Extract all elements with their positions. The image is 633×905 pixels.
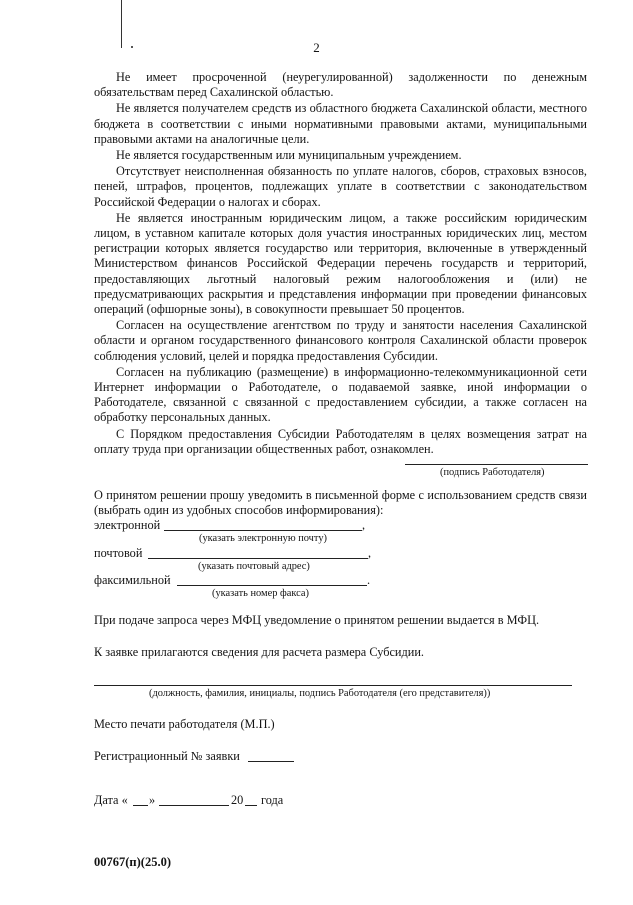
notify-request-text: О принятом решении прошу уведомить в письменной форме с использованием средств связи (выбрать один из удобных способов информирования): [94, 488, 587, 517]
contact-email-field[interactable] [164, 530, 362, 531]
contact-fax-caption: (указать номер факса) [212, 588, 309, 599]
date-month-field[interactable] [159, 805, 229, 806]
contact-postal-caption: (указать почтовый адрес) [198, 561, 310, 572]
contact-postal-label: почтовой [94, 546, 143, 560]
mfc-notice: При подаче запроса через МФЦ уведомление о принятом решении выдается в МФЦ. [94, 613, 540, 627]
date-label: Дата « [94, 793, 128, 807]
contact-fax-label: факсимильной [94, 573, 171, 587]
date-year-suffix: года [261, 793, 284, 807]
paragraph-acknowledged: С Порядком предоставления Субсидии Работодателям в целях возмещения затрат на оплату труда при организации общественных работ, ознакомлен. [94, 426, 587, 456]
contact-email-label: электронной [94, 518, 161, 532]
date-day-field[interactable] [133, 805, 148, 806]
paragraph-no-debt: Не имеет просроченной (неурегулированной) задолженности по денежным обязательствам перед Сахалинской областью. [94, 70, 587, 100]
paragraph-consent-publication: Согласен на публикацию (размещение) в информационно-телекоммуникационной сети Интернет информации о Работодателе, о подаваемой заявке, иной информации о Работодателе, связанной с связанной с предоставлением субсидии, а также согласен на обработку персональных данных. [94, 364, 587, 425]
contact-postal-end: , [368, 546, 372, 560]
representative-signature-line[interactable] [94, 685, 572, 686]
paragraph-not-institution: Не является государственным или муниципальным учреждением. [116, 148, 462, 163]
contact-fax-end: . [367, 573, 371, 587]
attachment-notice: К заявке прилагаются сведения для расчета размера Субсидии. [94, 645, 425, 659]
date-year-field[interactable] [245, 805, 257, 806]
employer-signature-caption: (подпись Работодателя) [440, 467, 545, 478]
contact-postal-field[interactable] [148, 558, 368, 559]
registration-number-field[interactable] [248, 761, 294, 762]
date-year-prefix: 20 [231, 793, 244, 807]
date-quote-close: » [149, 793, 156, 807]
stamp-place: Место печати работодателя (М.П.) [94, 717, 275, 731]
contact-email-end: , [362, 518, 366, 532]
paragraph-consent-checks: Согласен на осуществление агентством по труду и занятости населения Сахалинской области и органом государственного финансового контроля Сахалинской области проверок соблюдения условий, целей и порядка предоставления Субсидии. [94, 318, 587, 363]
paragraph-no-tax-debt: Отсутствует неисполненная обязанность по уплате налогов, сборов, страховых взносов, пеней, штрафов, процентов, подлежащих уплате в соответствии с законодательством Российской Федерации о налогах и сборах. [94, 164, 587, 209]
paragraph-not-foreign: Не является иностранным юридическим лицом, а также российским юридическим лицом, в уставном капитале которых доля участия иностранных юридических лиц, местом регистрации которых является государство или территория, включенные в утвержденный Министерством финансов Российской Федерации перечень государств и территорий, предоставляющих льготный налоговый режим налогообложения и (или) не предусматривающих раскрытия и представления информации при проведении финансовых операций (офшорные зоны), в совокупности превышает 50 процентов. [94, 210, 587, 317]
paragraph-no-budget-funds: Не является получателем средств из областного бюджета Сахалинской области, местного бюджета в соответствии с иными нормативными правовыми актами, муниципальными правовыми актами на аналогичные цели. [94, 101, 587, 146]
declaration-body [94, 70, 587, 458]
registration-label: Регистрационный № заявки [94, 749, 240, 763]
employer-signature-line[interactable] [405, 464, 588, 465]
contact-email-caption: (указать электронную почту) [199, 533, 327, 544]
page-number: 2 [313, 40, 320, 55]
form-code: 00767(п)(25.0) [94, 855, 171, 869]
contact-fax-field[interactable] [177, 585, 367, 586]
representative-signature-caption: (должность, фамилия, инициалы, подпись Работодателя (его представителя)) [149, 688, 491, 699]
